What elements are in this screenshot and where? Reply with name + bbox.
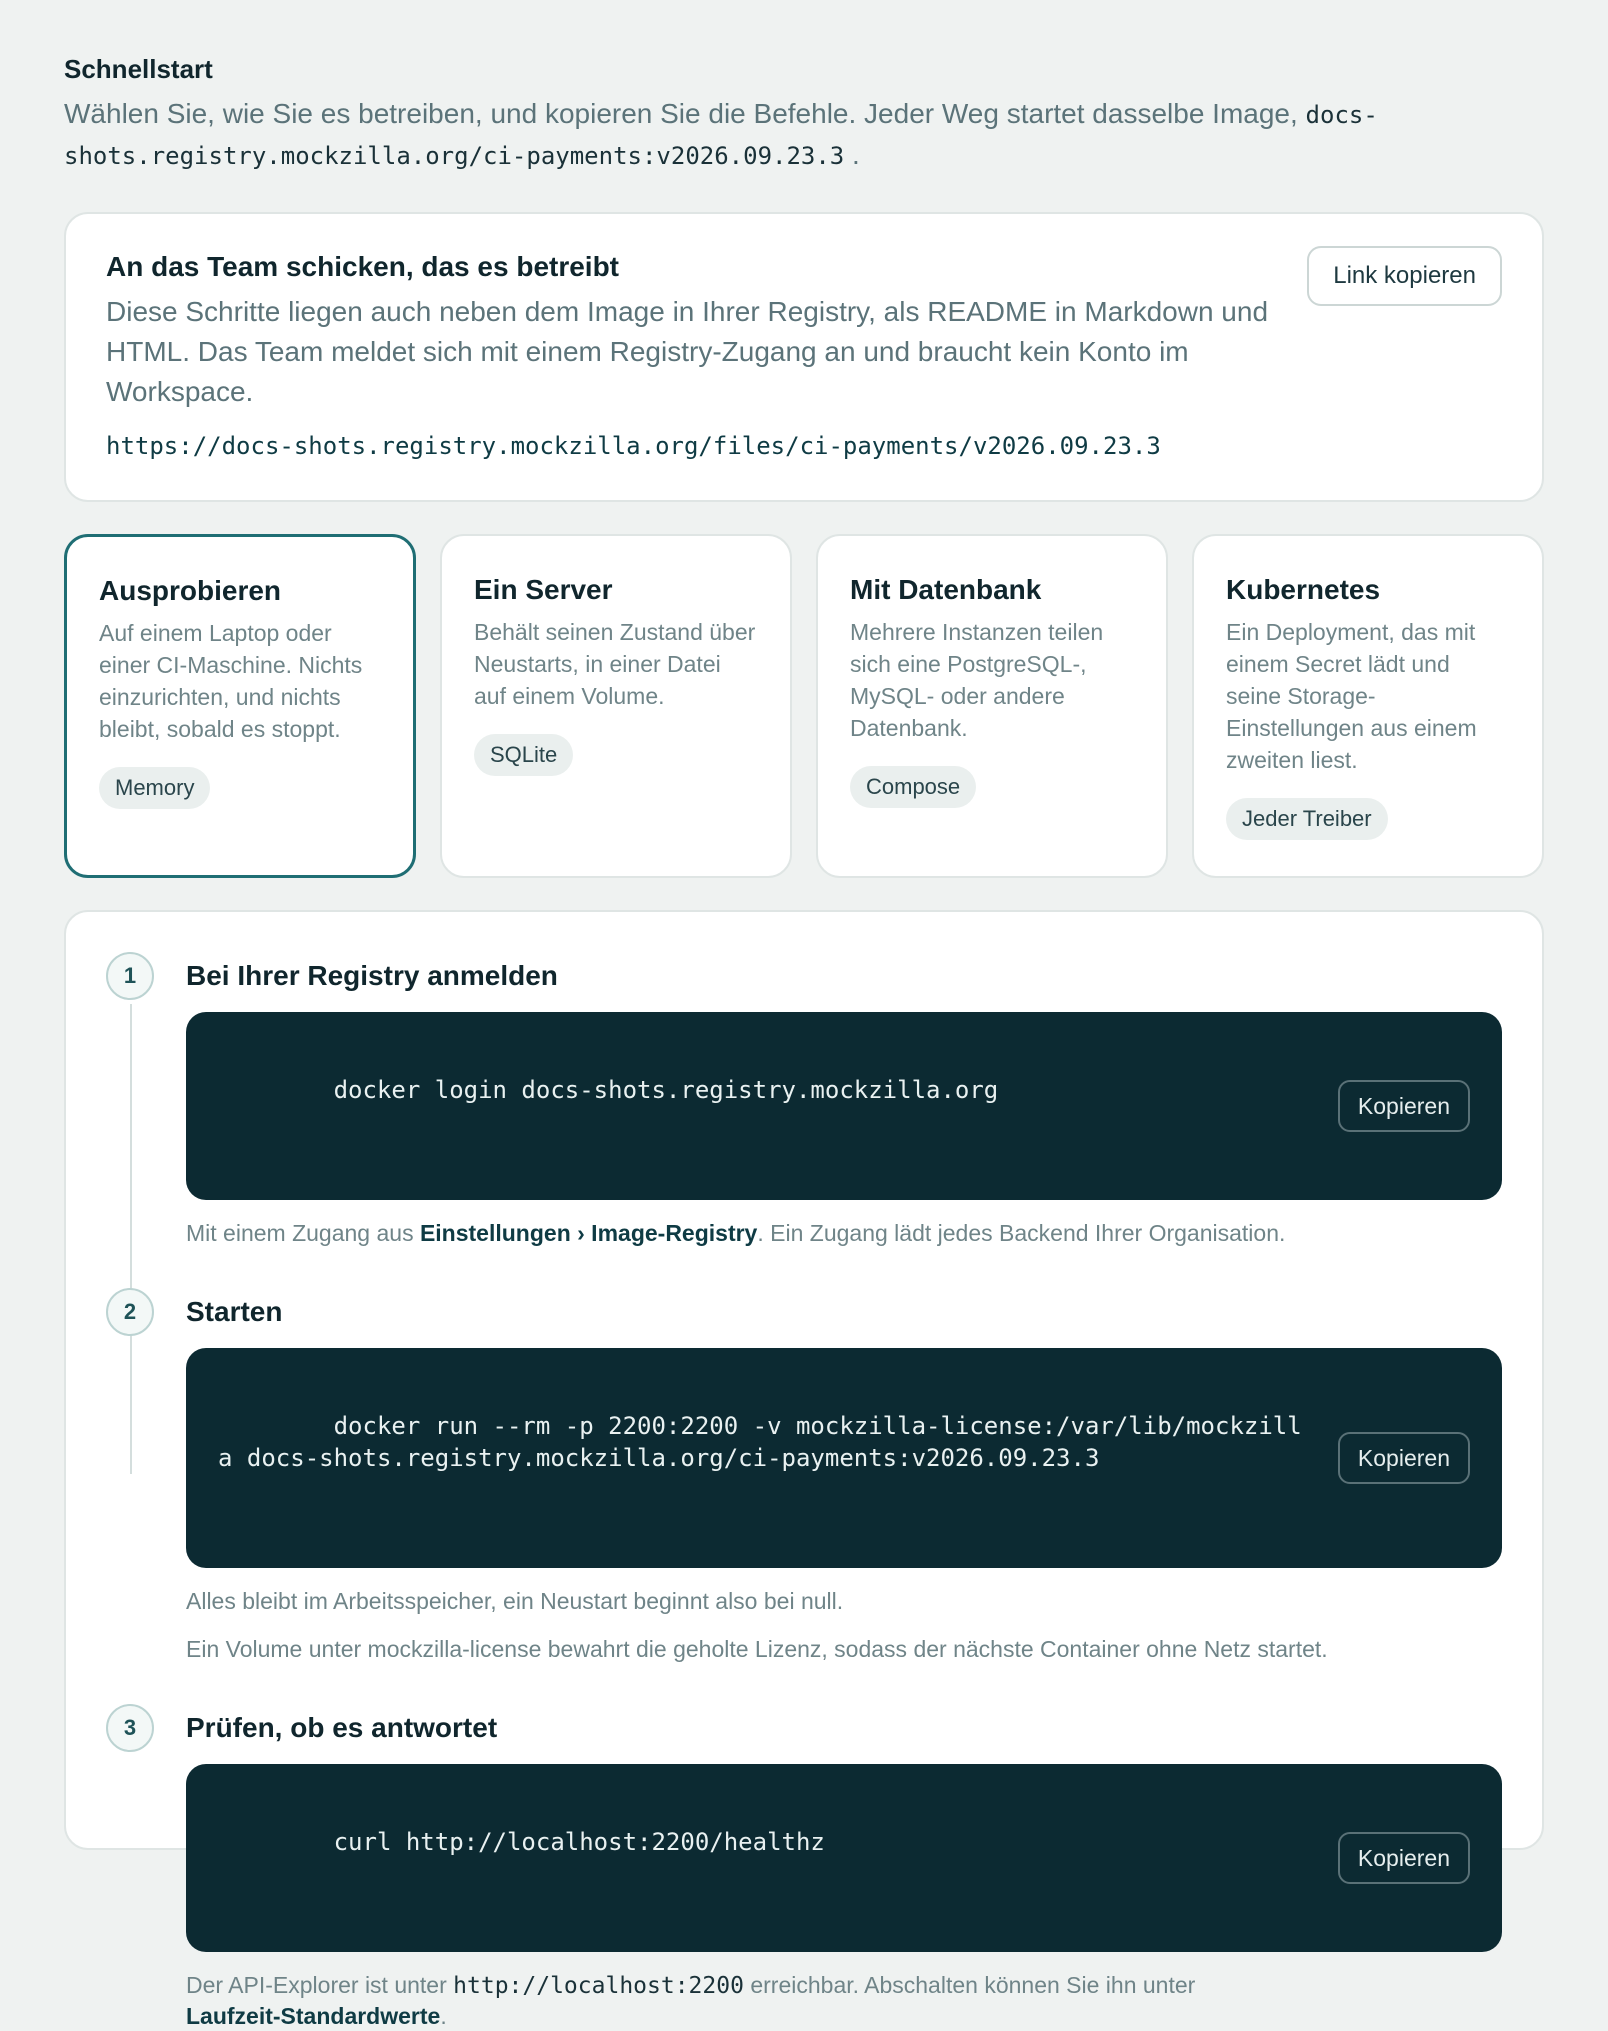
step-title: Bei Ihrer Registry anmelden	[186, 960, 558, 991]
option-title: Kubernetes	[1226, 574, 1381, 605]
option-tag: Jeder Treiber	[1226, 798, 1388, 840]
note-text: .	[440, 2003, 447, 2029]
note-text: erreichbar. Abschalten können Sie ihn unter	[743, 1972, 1196, 1998]
page-title: Schnellstart	[64, 54, 213, 84]
step-run	[106, 1288, 1502, 1664]
step-title: Starten	[186, 1296, 283, 1327]
settings-registry-link[interactable]: Einstellungen › Image-Registry	[419, 1220, 758, 1246]
note-text: Der API-Explorer ist unter	[186, 1972, 454, 1998]
step-note: Alles bleibt im Arbeitsspeicher, ein Neustart beginnt also bei null.	[186, 1588, 844, 1614]
option-description: Auf einem Laptop oder einer CI-Maschine. Nichts einzurichten, und nichts bleibt, sobald es stoppt.	[99, 620, 363, 742]
share-title: An das Team schicken, das es betreibt	[106, 251, 620, 282]
option-card-mit-datenbank[interactable]	[816, 534, 1168, 878]
runtime-defaults-link[interactable]: Laufzeit-Standardwerte	[186, 2003, 441, 2029]
step-number: 1	[106, 952, 154, 1000]
option-tag: SQLite	[474, 734, 573, 776]
code-command: docker run --rm -p 2200:2200 -v mockzilla-license:/var/lib/mockzilla docs-shots.registry.mockzilla.org/ci-payments:v2026.09.23.3	[218, 1412, 1302, 1472]
step-number: 3	[106, 1704, 154, 1752]
option-description: Behält seinen Zustand über Neustarts, in einer Datei auf einem Volume.	[474, 619, 756, 709]
step-number: 2	[106, 1288, 154, 1336]
code-block	[186, 1012, 1502, 1200]
lead-text: Wählen Sie, wie Sie es betreiben, und kopieren Sie die Befehle. Jeder Weg startet dasselbe Image,	[64, 98, 1298, 129]
deployment-options	[64, 534, 1544, 878]
step-note: Ein Volume unter mockzilla-license bewahrt die geholte Lizenz, sodass der nächste Container ohne Netz startet.	[186, 1636, 1328, 1662]
option-description: Ein Deployment, das mit einem Secret lädt und seine Storage-Einstellungen aus einem zweiten liest.	[1226, 619, 1477, 773]
note-text: . Ein Zugang lädt jedes Backend Ihrer Organisation.	[757, 1220, 1286, 1246]
share-description: Diese Schritte liegen auch neben dem Image in Ihrer Registry, als README in Markdown und HTML. Das Team meldet sich mit einem Registry-Zugang an und braucht kein Konto im Workspace.	[106, 296, 1269, 407]
page-lead	[64, 94, 1484, 176]
option-title: Ein Server	[474, 574, 613, 605]
option-description: Mehrere Instanzen teilen sich eine PostgreSQL-, MySQL- oder andere Datenbank.	[850, 619, 1104, 741]
step-verify	[106, 1704, 1502, 2031]
copy-button[interactable]: Kopieren	[1338, 1432, 1470, 1484]
steps-card	[64, 910, 1544, 2029]
copy-button[interactable]: Kopieren	[1338, 1080, 1470, 1132]
step-title: Prüfen, ob es antwortet	[186, 1712, 498, 1743]
option-card-ausprobieren[interactable]	[64, 534, 416, 878]
step-note	[186, 1218, 1502, 1248]
step-login	[106, 952, 1502, 1248]
option-tag: Compose	[850, 766, 976, 808]
lead-image-name: docs-shots.registry.mockzilla.org/ci-payments:v2026.09.23.3	[64, 101, 1378, 170]
note-text: Mit einem Zugang aus	[186, 1220, 420, 1246]
code-command: curl http://localhost:2200/healthz	[333, 1828, 825, 1856]
option-title: Ausprobieren	[99, 575, 282, 606]
copy-link-button[interactable]: Link kopieren	[1307, 246, 1502, 306]
option-card-kubernetes[interactable]	[1192, 534, 1544, 878]
api-explorer-url[interactable]: http://localhost:2200	[453, 1973, 744, 1999]
code-command: docker login docs-shots.registry.mockzilla.org	[333, 1076, 999, 1104]
option-tag: Memory	[99, 767, 210, 809]
copy-button[interactable]: Kopieren	[1338, 1832, 1470, 1884]
lead-end: .	[852, 139, 860, 170]
share-url[interactable]: https://docs-shots.registry.mockzilla.org/files/ci-payments/v2026.09.23.3	[106, 432, 1161, 460]
code-block	[186, 1348, 1502, 1568]
option-card-ein-server[interactable]	[440, 534, 792, 878]
option-title: Mit Datenbank	[850, 574, 1042, 605]
share-card	[64, 212, 1544, 502]
code-block	[186, 1764, 1502, 1952]
step-note	[186, 1970, 1502, 2031]
